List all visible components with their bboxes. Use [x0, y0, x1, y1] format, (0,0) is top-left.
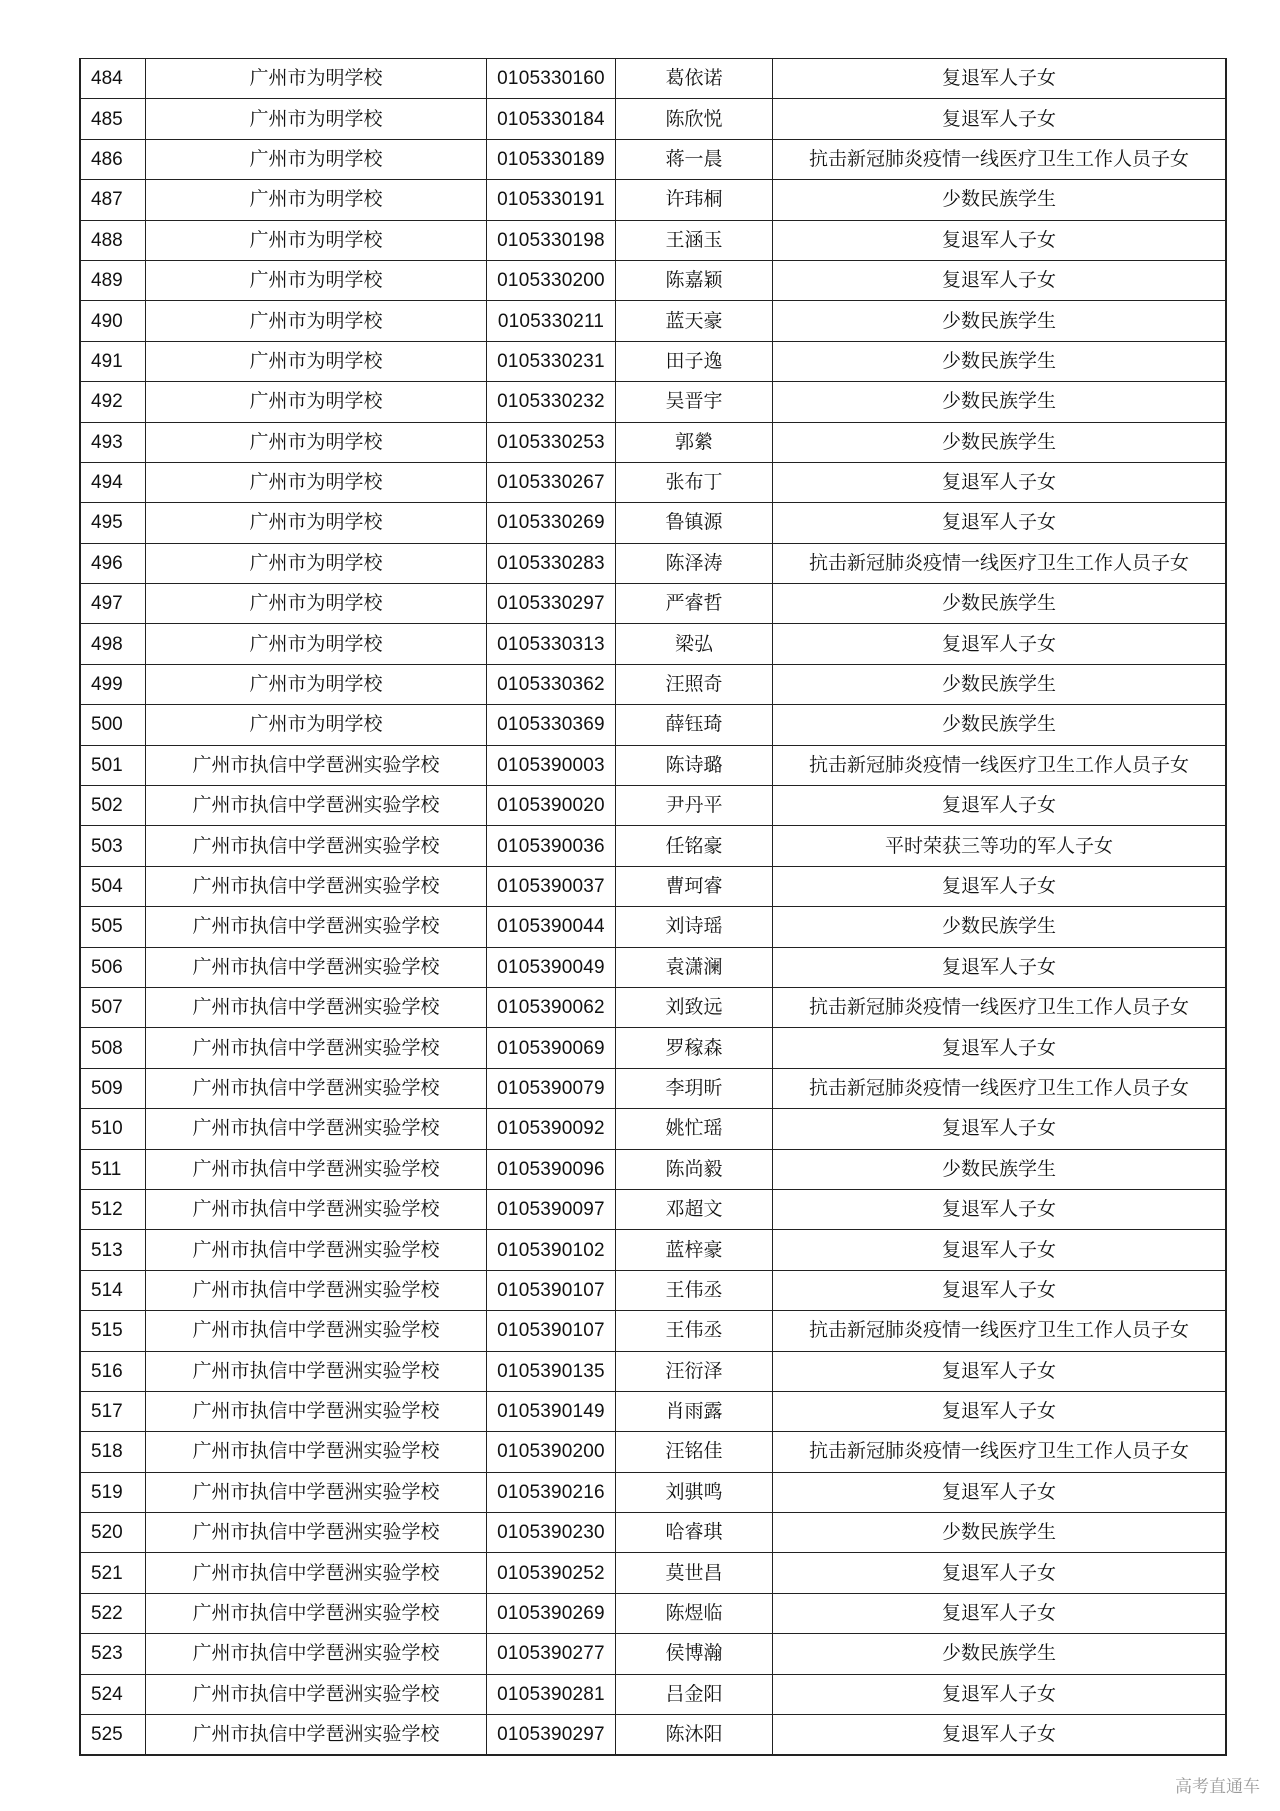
table-row: [80, 624, 1226, 664]
student-name-cell: 邓超文: [616, 1189, 773, 1229]
row-number-cell: 525: [80, 1715, 146, 1756]
table-row: [80, 1230, 1226, 1270]
student-name-cell: 肖雨露: [616, 1391, 773, 1431]
table-row: [80, 220, 1226, 260]
school-name-cell: 广州市为明学校: [146, 139, 487, 179]
student-name-cell: 尹丹平: [616, 786, 773, 826]
school-name-cell: 广州市执信中学琶洲实验学校: [146, 947, 487, 987]
table-row: [80, 907, 1226, 947]
school-name-cell: 广州市为明学校: [146, 180, 487, 220]
student-id-cell: 0105330267: [487, 462, 616, 502]
student-id-cell: 0105330297: [487, 584, 616, 624]
student-id-cell: 0105390044: [487, 907, 616, 947]
school-name-cell: 广州市为明学校: [146, 301, 487, 341]
school-name-cell: 广州市执信中学琶洲实验学校: [146, 866, 487, 906]
category-cell: 少数民族学生: [773, 1513, 1227, 1553]
category-cell: 复退军人子女: [773, 947, 1227, 987]
category-cell: 少数民族学生: [773, 1149, 1227, 1189]
student-id-cell: 0105390269: [487, 1593, 616, 1633]
school-name-cell: 广州市执信中学琶洲实验学校: [146, 1513, 487, 1553]
school-name-cell: 广州市执信中学琶洲实验学校: [146, 1068, 487, 1108]
category-cell: 复退军人子女: [773, 1553, 1227, 1593]
school-name-cell: 广州市为明学校: [146, 341, 487, 381]
student-id-cell: 0105330369: [487, 705, 616, 745]
student-id-cell: 0105390216: [487, 1472, 616, 1512]
row-number-cell: 499: [80, 664, 146, 704]
category-cell: 复退军人子女: [773, 260, 1227, 300]
student-name-cell: 陈欣悦: [616, 99, 773, 139]
category-cell: 少数民族学生: [773, 382, 1227, 422]
category-cell: 复退军人子女: [773, 1230, 1227, 1270]
table-row: [80, 1553, 1226, 1593]
table-row: [80, 745, 1226, 785]
table-row: [80, 1472, 1226, 1512]
table-row: [80, 786, 1226, 826]
school-name-cell: 广州市执信中学琶洲实验学校: [146, 1472, 487, 1512]
row-number-cell: 501: [80, 745, 146, 785]
table-row: [80, 1391, 1226, 1431]
row-number-cell: 488: [80, 220, 146, 260]
table-row: [80, 422, 1226, 462]
school-name-cell: 广州市为明学校: [146, 260, 487, 300]
category-cell: 复退军人子女: [773, 462, 1227, 502]
category-cell: 抗击新冠肺炎疫情一线医疗卫生工作人员子女: [773, 1432, 1227, 1472]
table-row: [80, 1068, 1226, 1108]
category-cell: 复退军人子女: [773, 1472, 1227, 1512]
category-cell: 复退军人子女: [773, 220, 1227, 260]
category-cell: 复退军人子女: [773, 99, 1227, 139]
school-name-cell: 广州市为明学校: [146, 705, 487, 745]
category-cell: 抗击新冠肺炎疫情一线医疗卫生工作人员子女: [773, 1068, 1227, 1108]
student-name-cell: 陈煜临: [616, 1593, 773, 1633]
student-id-cell: 0105330189: [487, 139, 616, 179]
student-name-cell: 陈泽涛: [616, 543, 773, 583]
school-name-cell: 广州市执信中学琶洲实验学校: [146, 745, 487, 785]
student-name-cell: 王伟丞: [616, 1270, 773, 1310]
student-id-cell: 0105390230: [487, 1513, 616, 1553]
category-cell: 复退军人子女: [773, 1109, 1227, 1149]
category-cell: 少数民族学生: [773, 1634, 1227, 1674]
student-id-cell: 0105390092: [487, 1109, 616, 1149]
category-cell: 少数民族学生: [773, 180, 1227, 220]
school-name-cell: 广州市执信中学琶洲实验学校: [146, 1189, 487, 1229]
student-id-cell: 0105390003: [487, 745, 616, 785]
category-cell: 平时荣获三等功的军人子女: [773, 826, 1227, 866]
student-name-cell: 刘诗瑶: [616, 907, 773, 947]
student-id-cell: 0105390252: [487, 1553, 616, 1593]
category-cell: 少数民族学生: [773, 907, 1227, 947]
student-id-cell: 0105390200: [487, 1432, 616, 1472]
student-id-cell: 0105390277: [487, 1634, 616, 1674]
student-name-cell: 郭縈: [616, 422, 773, 462]
category-cell: 少数民族学生: [773, 422, 1227, 462]
row-number-cell: 487: [80, 180, 146, 220]
student-name-cell: 汪照奇: [616, 664, 773, 704]
row-number-cell: 491: [80, 341, 146, 381]
category-cell: 复退军人子女: [773, 1391, 1227, 1431]
row-number-cell: 510: [80, 1109, 146, 1149]
table-row: [80, 1311, 1226, 1351]
student-name-cell: 莫世昌: [616, 1553, 773, 1593]
table-row: [80, 382, 1226, 422]
student-name-cell: 田子逸: [616, 341, 773, 381]
table-row: [80, 664, 1226, 704]
school-name-cell: 广州市为明学校: [146, 624, 487, 664]
student-name-cell: 陈尚毅: [616, 1149, 773, 1189]
student-name-cell: 严睿哲: [616, 584, 773, 624]
school-name-cell: 广州市执信中学琶洲实验学校: [146, 1674, 487, 1714]
table-row: [80, 584, 1226, 624]
table-row: [80, 301, 1226, 341]
school-name-cell: 广州市执信中学琶洲实验学校: [146, 1634, 487, 1674]
student-id-cell: 0105390097: [487, 1189, 616, 1229]
school-name-cell: 广州市为明学校: [146, 220, 487, 260]
table-row: [80, 1513, 1226, 1553]
row-number-cell: 519: [80, 1472, 146, 1512]
student-name-cell: 陈沐阳: [616, 1715, 773, 1756]
student-name-cell: 王涵玉: [616, 220, 773, 260]
row-number-cell: 502: [80, 786, 146, 826]
school-name-cell: 广州市为明学校: [146, 99, 487, 139]
table-row: [80, 260, 1226, 300]
school-name-cell: 广州市执信中学琶洲实验学校: [146, 1311, 487, 1351]
row-number-cell: 490: [80, 301, 146, 341]
category-cell: 抗击新冠肺炎疫情一线医疗卫生工作人员子女: [773, 543, 1227, 583]
student-name-cell: 陈嘉颖: [616, 260, 773, 300]
category-cell: 抗击新冠肺炎疫情一线医疗卫生工作人员子女: [773, 987, 1227, 1027]
student-id-cell: 0105390149: [487, 1391, 616, 1431]
student-id-cell: 0105390079: [487, 1068, 616, 1108]
school-name-cell: 广州市为明学校: [146, 543, 487, 583]
student-id-cell: 0105390049: [487, 947, 616, 987]
table-row: [80, 503, 1226, 543]
school-name-cell: 广州市执信中学琶洲实验学校: [146, 907, 487, 947]
school-name-cell: 广州市为明学校: [146, 382, 487, 422]
table-row: [80, 866, 1226, 906]
student-name-cell: 罗稼森: [616, 1028, 773, 1068]
category-cell: 复退军人子女: [773, 624, 1227, 664]
table-row: [80, 1351, 1226, 1391]
school-name-cell: 广州市执信中学琶洲实验学校: [146, 1391, 487, 1431]
category-cell: 少数民族学生: [773, 664, 1227, 704]
row-number-cell: 516: [80, 1351, 146, 1391]
table-row: [80, 543, 1226, 583]
student-name-cell: 葛依诺: [616, 59, 773, 99]
student-name-cell: 李玥昕: [616, 1068, 773, 1108]
category-cell: 复退军人子女: [773, 786, 1227, 826]
student-name-cell: 刘骐鸣: [616, 1472, 773, 1512]
category-cell: 少数民族学生: [773, 705, 1227, 745]
category-cell: 复退军人子女: [773, 1028, 1227, 1068]
student-name-cell: 姚忙瑶: [616, 1109, 773, 1149]
student-name-cell: 梁弘: [616, 624, 773, 664]
school-name-cell: 广州市为明学校: [146, 422, 487, 462]
category-cell: 复退军人子女: [773, 1351, 1227, 1391]
category-cell: 抗击新冠肺炎疫情一线医疗卫生工作人员子女: [773, 139, 1227, 179]
student-name-cell: 汪衍泽: [616, 1351, 773, 1391]
student-name-cell: 鲁镇源: [616, 503, 773, 543]
student-name-cell: 侯博瀚: [616, 1634, 773, 1674]
table-row: [80, 1270, 1226, 1310]
category-cell: 抗击新冠肺炎疫情一线医疗卫生工作人员子女: [773, 1311, 1227, 1351]
row-number-cell: 503: [80, 826, 146, 866]
row-number-cell: 489: [80, 260, 146, 300]
student-id-cell: 0105390107: [487, 1311, 616, 1351]
student-name-cell: 蓝天豪: [616, 301, 773, 341]
row-number-cell: 494: [80, 462, 146, 502]
student-name-cell: 刘致远: [616, 987, 773, 1027]
table-row: [80, 1028, 1226, 1068]
category-cell: 少数民族学生: [773, 341, 1227, 381]
row-number-cell: 524: [80, 1674, 146, 1714]
table-row: [80, 1109, 1226, 1149]
table-row: [80, 1674, 1226, 1714]
school-name-cell: 广州市执信中学琶洲实验学校: [146, 1028, 487, 1068]
school-name-cell: 广州市为明学校: [146, 584, 487, 624]
table-row: [80, 139, 1226, 179]
table-row: [80, 987, 1226, 1027]
row-number-cell: 514: [80, 1270, 146, 1310]
table-row: [80, 99, 1226, 139]
student-name-cell: 许玮桐: [616, 180, 773, 220]
school-name-cell: 广州市执信中学琶洲实验学校: [146, 1715, 487, 1756]
student-id-cell: 0105390135: [487, 1351, 616, 1391]
row-number-cell: 522: [80, 1593, 146, 1633]
row-number-cell: 498: [80, 624, 146, 664]
category-cell: 复退军人子女: [773, 1593, 1227, 1633]
student-name-cell: 蒋一晨: [616, 139, 773, 179]
student-id-cell: 0105390062: [487, 987, 616, 1027]
row-number-cell: 506: [80, 947, 146, 987]
table-row: [80, 1593, 1226, 1633]
row-number-cell: 496: [80, 543, 146, 583]
student-id-cell: 0105330231: [487, 341, 616, 381]
student-id-cell: 0105390037: [487, 866, 616, 906]
student-id-cell: 0105390297: [487, 1715, 616, 1756]
school-name-cell: 广州市执信中学琶洲实验学校: [146, 1149, 487, 1189]
row-number-cell: 515: [80, 1311, 146, 1351]
row-number-cell: 508: [80, 1028, 146, 1068]
row-number-cell: 513: [80, 1230, 146, 1270]
category-cell: 复退军人子女: [773, 1715, 1227, 1756]
table-row: [80, 1715, 1226, 1756]
category-cell: 复退军人子女: [773, 1270, 1227, 1310]
category-cell: 少数民族学生: [773, 301, 1227, 341]
school-name-cell: 广州市为明学校: [146, 503, 487, 543]
school-name-cell: 广州市为明学校: [146, 462, 487, 502]
row-number-cell: 486: [80, 139, 146, 179]
student-id-cell: 0105330200: [487, 260, 616, 300]
watermark: 高考直通车: [1175, 1777, 1260, 1797]
school-name-cell: 广州市执信中学琶洲实验学校: [146, 1230, 487, 1270]
school-name-cell: 广州市执信中学琶洲实验学校: [146, 786, 487, 826]
student-id-cell: 0105330160: [487, 59, 616, 99]
category-cell: 复退军人子女: [773, 503, 1227, 543]
category-cell: 复退军人子女: [773, 1674, 1227, 1714]
table-row: [80, 1189, 1226, 1229]
student-name-cell: 陈诗璐: [616, 745, 773, 785]
row-number-cell: 518: [80, 1432, 146, 1472]
row-number-cell: 521: [80, 1553, 146, 1593]
student-id-cell: 0105390281: [487, 1674, 616, 1714]
row-number-cell: 512: [80, 1189, 146, 1229]
student-name-cell: 王伟丞: [616, 1311, 773, 1351]
roster-body: [80, 59, 1226, 1756]
school-name-cell: 广州市为明学校: [146, 664, 487, 704]
student-name-cell: 吕金阳: [616, 1674, 773, 1714]
table-row: [80, 1149, 1226, 1189]
school-name-cell: 广州市执信中学琶洲实验学校: [146, 826, 487, 866]
row-number-cell: 509: [80, 1068, 146, 1108]
student-id-cell: 0105390102: [487, 1230, 616, 1270]
row-number-cell: 504: [80, 866, 146, 906]
row-number-cell: 485: [80, 99, 146, 139]
table-row: [80, 1432, 1226, 1472]
school-name-cell: 广州市执信中学琶洲实验学校: [146, 1270, 487, 1310]
row-number-cell: 493: [80, 422, 146, 462]
school-name-cell: 广州市执信中学琶洲实验学校: [146, 1432, 487, 1472]
school-name-cell: 广州市执信中学琶洲实验学校: [146, 1109, 487, 1149]
roster-table: [79, 58, 1227, 1756]
student-name-cell: 哈睿琪: [616, 1513, 773, 1553]
student-name-cell: 袁潇澜: [616, 947, 773, 987]
table-row: [80, 59, 1226, 99]
school-name-cell: 广州市执信中学琶洲实验学校: [146, 1553, 487, 1593]
row-number-cell: 507: [80, 987, 146, 1027]
table-row: [80, 947, 1226, 987]
table-row: [80, 341, 1226, 381]
student-name-cell: 曹珂睿: [616, 866, 773, 906]
row-number-cell: 497: [80, 584, 146, 624]
school-name-cell: 广州市执信中学琶洲实验学校: [146, 987, 487, 1027]
student-id-cell: 0105330253: [487, 422, 616, 462]
student-id-cell: 0105330211: [487, 301, 616, 341]
row-number-cell: 511: [80, 1149, 146, 1189]
row-number-cell: 505: [80, 907, 146, 947]
category-cell: 复退军人子女: [773, 866, 1227, 906]
student-name-cell: 任铭豪: [616, 826, 773, 866]
student-id-cell: 0105390096: [487, 1149, 616, 1189]
student-id-cell: 0105390069: [487, 1028, 616, 1068]
student-name-cell: 薛钰琦: [616, 705, 773, 745]
row-number-cell: 492: [80, 382, 146, 422]
row-number-cell: 495: [80, 503, 146, 543]
table-row: [80, 826, 1226, 866]
student-id-cell: 0105390107: [487, 1270, 616, 1310]
student-id-cell: 0105330232: [487, 382, 616, 422]
student-name-cell: 蓝梓豪: [616, 1230, 773, 1270]
category-cell: 复退军人子女: [773, 1189, 1227, 1229]
row-number-cell: 520: [80, 1513, 146, 1553]
row-number-cell: 517: [80, 1391, 146, 1431]
student-id-cell: 0105330198: [487, 220, 616, 260]
student-id-cell: 0105390020: [487, 786, 616, 826]
table-row: [80, 462, 1226, 502]
row-number-cell: 500: [80, 705, 146, 745]
student-name-cell: 吴晋宇: [616, 382, 773, 422]
table-row: [80, 180, 1226, 220]
school-name-cell: 广州市为明学校: [146, 59, 487, 99]
table-row: [80, 1634, 1226, 1674]
student-id-cell: 0105330184: [487, 99, 616, 139]
student-id-cell: 0105330269: [487, 503, 616, 543]
category-cell: 复退军人子女: [773, 59, 1227, 99]
row-number-cell: 523: [80, 1634, 146, 1674]
student-id-cell: 0105330283: [487, 543, 616, 583]
student-id-cell: 0105390036: [487, 826, 616, 866]
school-name-cell: 广州市执信中学琶洲实验学校: [146, 1351, 487, 1391]
table-row: [80, 705, 1226, 745]
student-id-cell: 0105330362: [487, 664, 616, 704]
student-id-cell: 0105330191: [487, 180, 616, 220]
student-name-cell: 汪铭佳: [616, 1432, 773, 1472]
category-cell: 少数民族学生: [773, 584, 1227, 624]
student-id-cell: 0105330313: [487, 624, 616, 664]
school-name-cell: 广州市执信中学琶洲实验学校: [146, 1593, 487, 1633]
row-number-cell: 484: [80, 59, 146, 99]
student-name-cell: 张布丁: [616, 462, 773, 502]
roster-sheet: [79, 58, 1209, 1756]
category-cell: 抗击新冠肺炎疫情一线医疗卫生工作人员子女: [773, 745, 1227, 785]
